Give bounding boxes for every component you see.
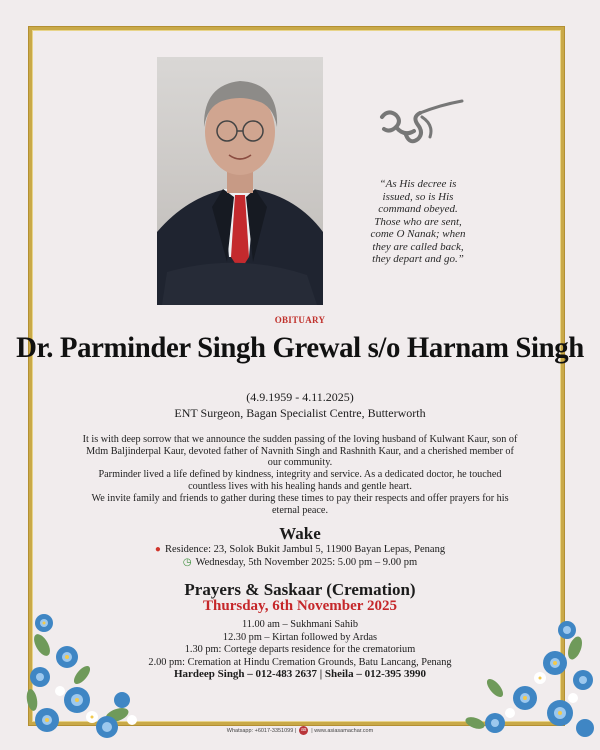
- publisher-logo: as: [301, 727, 307, 733]
- quote-line: they are called back,: [372, 240, 464, 253]
- quote-line: Those who are sent,: [374, 215, 462, 228]
- prayers-date: Thursday, 6th November 2025: [203, 598, 397, 614]
- schedule-item: 11.00 am – Sukhmani Sahib: [241, 619, 359, 630]
- quote-line: command obeyed.: [378, 203, 458, 215]
- wake-residence: [0, 544, 600, 555]
- quote-line: “As His decree is: [379, 178, 457, 190]
- flower-decoration-left: [22, 605, 152, 740]
- location-pin-icon: ●: [154, 544, 161, 555]
- obituary-label: OBITUARY: [274, 315, 326, 325]
- deceased-name: Dr. Parminder Singh Grewal s/o Harnam Singh: [16, 331, 584, 364]
- schedule-item: 12.30 pm – Kirtan followed by Ardas: [222, 631, 378, 643]
- invitation-paragraph: We invite family and friends to gather during these times to pay their respects and offer prayers for his eternal peace.: [91, 493, 509, 516]
- ek-onkar-emblem-icon: [374, 95, 466, 155]
- tribute-paragraph: Parminder lived a life defined by kindness, integrity and service. As a dedicated doctor, he touched countless lives with his healing hands and gentle heart.: [98, 469, 502, 492]
- announcement-paragraph: It is with deep sorrow that we announce the sudden passing of the loving husband of Kulwant Kaur, son of Mdm Baljinderpal Kaur, devoted father of Navnith Singh and Rashnith Kaur, and a cherished member of our community.: [82, 434, 518, 468]
- footer-whatsapp: Whatsapp: +6017-3351099 |: [226, 727, 297, 734]
- contact-numbers: Hardeep Singh – 012-483 2637 | Sheila – 012-395 3990: [173, 668, 427, 680]
- prayers-heading: Prayers & Saskaar (Cremation): [184, 580, 416, 599]
- life-dates: (4.9.1959 - 4.11.2025): [246, 390, 354, 404]
- schedule-item: 2.00 pm: Cremation at Hindu Cremation Grounds, Batu Lancang, Penang: [148, 656, 452, 668]
- profession-line: ENT Surgeon, Bagan Specialist Centre, Butterworth: [174, 406, 426, 420]
- quote-line: they depart and go.”: [372, 253, 464, 265]
- quote-line: come O Nanak; when: [370, 228, 466, 240]
- clock-icon: ◷: [182, 557, 192, 568]
- schedule-item: 1.30 pm: Cortege departs residence for the crematorium: [184, 644, 416, 656]
- footer-site: | www.asiasamachar.com: [311, 727, 374, 734]
- wake-time: [0, 557, 600, 568]
- wake-residence-text: Residence: 23, Solok Bukit Jambul 5, 11900 Bayan Lepas, Penang: [164, 544, 446, 555]
- quote-line: issued, so is His: [382, 190, 454, 203]
- portrait-photo: [157, 57, 323, 305]
- wake-time-text: Wednesday, 5th November 2025: 5.00 pm – 9.00 pm: [195, 557, 418, 568]
- flower-decoration-right: [455, 618, 595, 743]
- gurbani-quote: [358, 178, 478, 266]
- wake-heading: Wake: [279, 524, 321, 543]
